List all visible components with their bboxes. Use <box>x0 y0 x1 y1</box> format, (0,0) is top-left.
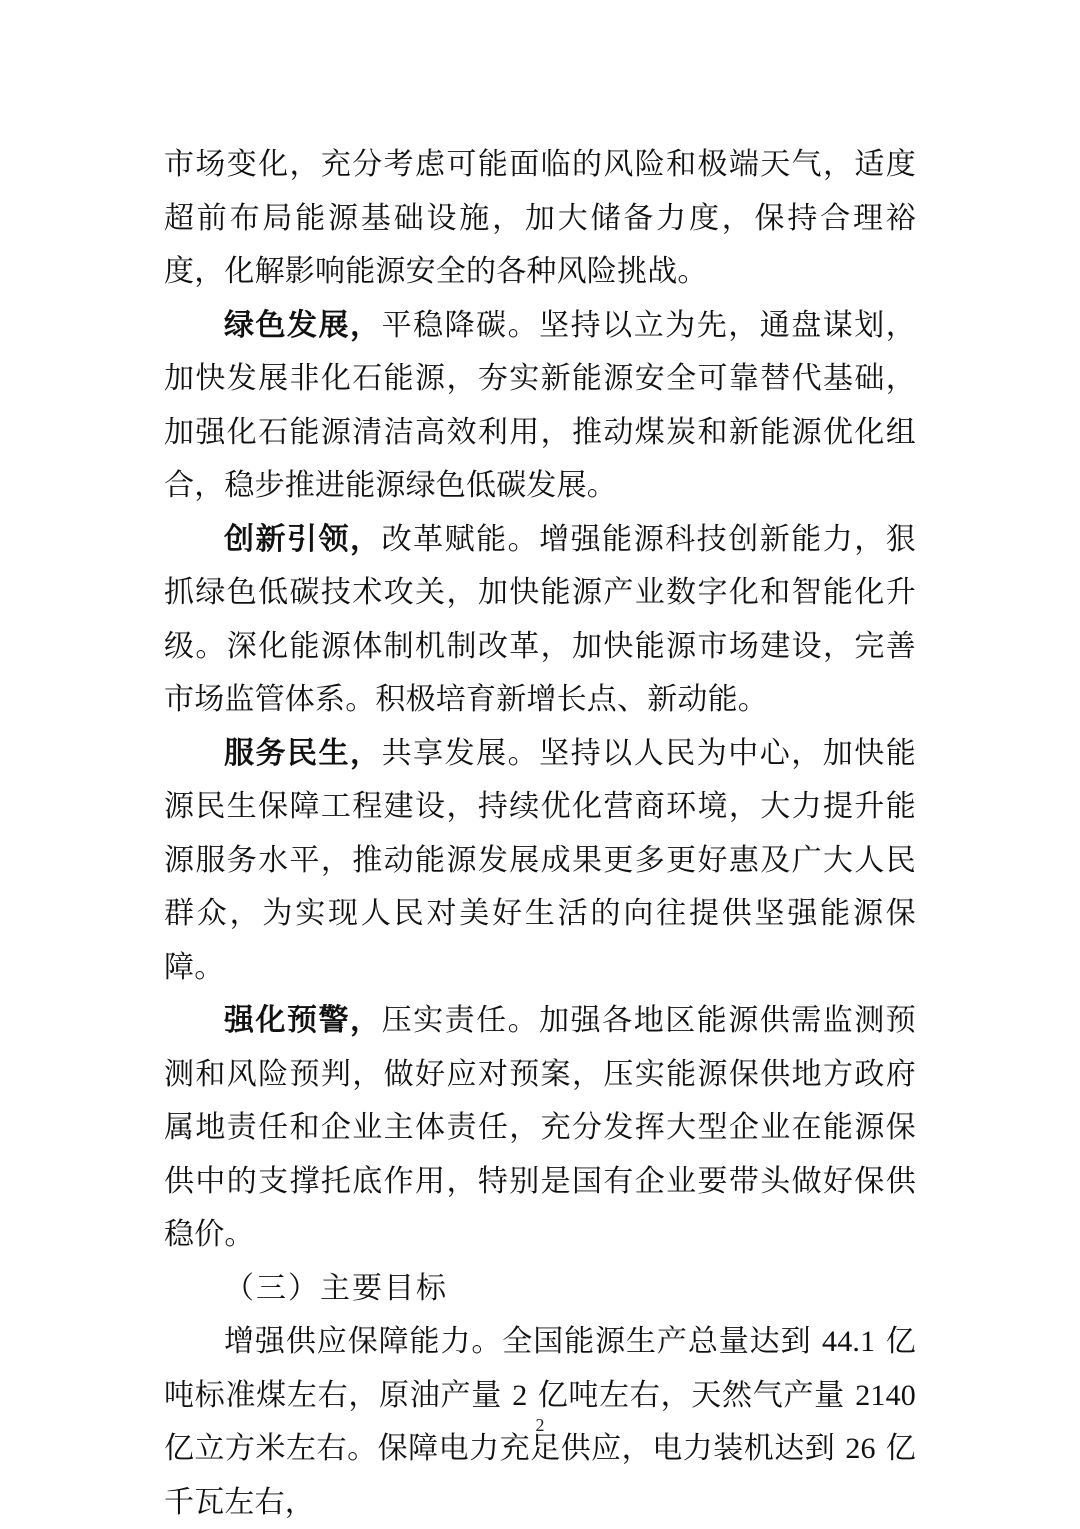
paragraph-green-development <box>164 299 916 513</box>
paragraph-lead: 强化预警， <box>224 1003 382 1038</box>
goal-text: 亿吨标准煤左右，原油产量 <box>164 1324 916 1413</box>
paragraph-body: 压实责任。加强各地区能源供需监测预测和风险预判，做好应对预案，压实能源保供地方政府属地责任和企业主体责任，充分发挥大型企业在能源保供中的支撑托底作用，特别是国有企业要带头做好保供稳价。 <box>164 1003 917 1252</box>
goal-number: 44.1 <box>822 1325 876 1358</box>
paragraph-lead: 绿色发展， <box>224 307 382 343</box>
goal-text: 亿千瓦左右， <box>164 1431 916 1520</box>
paragraph-livelihood <box>164 727 916 995</box>
body-text <box>164 138 916 1529</box>
paragraph-body: 平稳降碳。坚持以立为先，通盘谋划，加快发展非化石能源，夯实新能源安全可靠替代基础，加强化石能源清洁高效利用，推动煤炭和新能源优化组合，稳步推进能源绿色低碳发展。 <box>164 307 917 503</box>
paragraph-body: 改革赋能。增强能源科技创新能力，狠抓绿色低碳技术攻关，加快能源产业数字化和智能化升级。深化能源体制机制改革，加快能源市场建设，完善市场监管体系。积极培育新增长点、新动能。 <box>164 521 917 717</box>
paragraph-body: 共享发展。坚持以人民为中心，加快能源民生保障工程建设，持续优化营商环境，大力提升能源服务水平，推动能源发展成果更多更好惠及广大人民群众，为实现人民对美好生活的向往提供坚强能源保障。 <box>164 735 917 985</box>
paragraph-lead: 创新引领， <box>224 521 382 557</box>
goal-text: 亿立方米左右。保障电力充足供应，电力装机达到 <box>164 1431 836 1466</box>
section-heading: （三）主要目标 <box>224 1270 448 1306</box>
paragraph-continuation: 市场变化，充分考虑可能面临的风险和极端天气，适度超前布局能源基础设施，加大储备力度，保持合理裕度，化解影响能源安全的各种风险挑战。 <box>164 147 916 289</box>
goal-number: 2140 <box>855 1378 916 1412</box>
paragraph-innovation <box>164 513 916 727</box>
paragraph-early-warning <box>164 994 916 1262</box>
page-number: 2 <box>535 1415 545 1435</box>
paragraph-lead: 服务民生， <box>224 735 382 771</box>
goal-text: 增强供应保障能力。全国能源生产总量达到 <box>224 1324 812 1359</box>
goal-number: 26 <box>845 1432 876 1465</box>
goal-number: 2 <box>512 1378 528 1412</box>
goal-text: 亿吨左右，天然气产量 <box>537 1377 845 1413</box>
